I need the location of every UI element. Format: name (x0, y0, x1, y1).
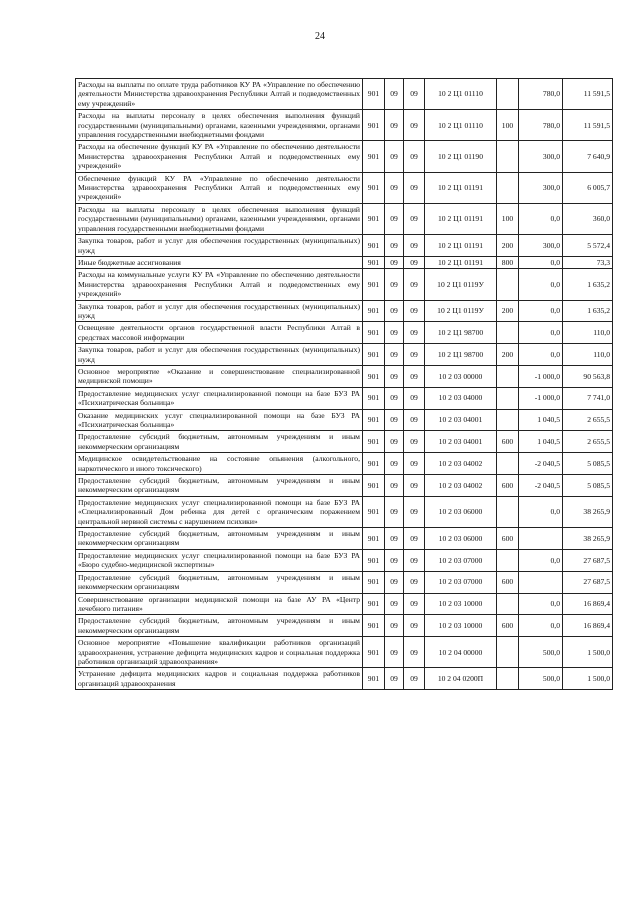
target-article-cell: 10 2 03 10000 (425, 615, 497, 637)
target-article-cell: 10 2 03 06000 (425, 528, 497, 550)
subsection-code-cell: 09 (404, 593, 425, 615)
target-article-cell: 10 2 03 06000 (425, 496, 497, 527)
target-article-cell: 10 2 Ц1 01191 (425, 235, 497, 257)
total-amount-cell: 5 085,5 (563, 475, 613, 497)
grbs-code-cell: 901 (363, 235, 385, 257)
expense-name-cell: Предоставление субсидий бюджетным, автономным учреждениям и иным некоммерческим организациям (76, 528, 363, 550)
total-amount-cell: 11 591,5 (563, 110, 613, 141)
expense-type-cell (497, 79, 519, 110)
change-amount-cell (519, 571, 563, 593)
table-row (76, 269, 613, 300)
table-row (76, 110, 613, 141)
table-row (76, 235, 613, 257)
total-amount-cell: 27 687,5 (563, 549, 613, 571)
expense-type-cell (497, 453, 519, 475)
subsection-code-cell: 09 (404, 637, 425, 668)
change-amount-cell (519, 528, 563, 550)
section-code-cell: 09 (385, 203, 404, 234)
expense-type-cell (497, 496, 519, 527)
change-amount-cell: 1 040,5 (519, 409, 563, 431)
change-amount-cell: -2 040,5 (519, 475, 563, 497)
change-amount-cell: 0,0 (519, 269, 563, 300)
expense-type-cell: 800 (497, 256, 519, 268)
expense-name-cell: Расходы на обеспечение функций КУ РА «Управление по обеспечению деятельности Министерства здравоохранения Республики Алтай и подведомственных ему учреждений» (76, 141, 363, 172)
expense-type-cell: 200 (497, 300, 519, 322)
expense-name-cell: Закупка товаров, работ и услуг для обеспечения государственных (муниципальных) нужд (76, 344, 363, 366)
grbs-code-cell: 901 (363, 496, 385, 527)
target-article-cell: 10 2 03 04002 (425, 453, 497, 475)
section-code-cell: 09 (385, 172, 404, 203)
table-row (76, 637, 613, 668)
subsection-code-cell: 09 (404, 387, 425, 409)
change-amount-cell: 0,0 (519, 322, 563, 344)
expense-type-cell (497, 365, 519, 387)
expense-type-cell (497, 172, 519, 203)
subsection-code-cell: 09 (404, 571, 425, 593)
section-code-cell: 09 (385, 549, 404, 571)
subsection-code-cell: 09 (404, 668, 425, 690)
section-code-cell: 09 (385, 475, 404, 497)
change-amount-cell: 500,0 (519, 668, 563, 690)
total-amount-cell: 110,0 (563, 344, 613, 366)
change-amount-cell: 0,0 (519, 593, 563, 615)
grbs-code-cell: 901 (363, 110, 385, 141)
expense-name-cell: Предоставление медицинских услуг специализированной помощи на базе БУЗ РА «Специализированный Дом ребенка для детей с органическим поражением центральной нервной системы с нарушением психики» (76, 496, 363, 527)
expense-name-cell: Расходы на выплаты персоналу в целях обеспечения выполнения функций государственными (муниципальными) органами, казенными учреждениями, органами управления государственными внебюджетными фондами (76, 203, 363, 234)
total-amount-cell: 1 500,0 (563, 637, 613, 668)
section-code-cell: 09 (385, 141, 404, 172)
table-row (76, 668, 613, 690)
subsection-code-cell: 09 (404, 235, 425, 257)
subsection-code-cell: 09 (404, 475, 425, 497)
grbs-code-cell: 901 (363, 453, 385, 475)
subsection-code-cell: 09 (404, 453, 425, 475)
section-code-cell: 09 (385, 365, 404, 387)
subsection-code-cell: 09 (404, 344, 425, 366)
total-amount-cell: 1 635,2 (563, 300, 613, 322)
total-amount-cell: 1 635,2 (563, 269, 613, 300)
section-code-cell: 09 (385, 668, 404, 690)
grbs-code-cell: 901 (363, 615, 385, 637)
grbs-code-cell: 901 (363, 571, 385, 593)
budget-table-body (76, 79, 613, 690)
target-article-cell: 10 2 Ц1 01191 (425, 172, 497, 203)
grbs-code-cell: 901 (363, 256, 385, 268)
total-amount-cell: 90 563,8 (563, 365, 613, 387)
target-article-cell: 10 2 03 10000 (425, 593, 497, 615)
expense-type-cell: 200 (497, 235, 519, 257)
table-row (76, 365, 613, 387)
target-article-cell: 10 2 03 04002 (425, 475, 497, 497)
subsection-code-cell: 09 (404, 79, 425, 110)
expense-name-cell: Обеспечение функций КУ РА «Управление по обеспечению деятельности Министерства здравоохранения Республики Алтай и подведомственных ему учреждений» (76, 172, 363, 203)
target-article-cell: 10 2 Ц1 98700 (425, 322, 497, 344)
section-code-cell: 09 (385, 300, 404, 322)
expense-type-cell: 200 (497, 344, 519, 366)
expense-name-cell: Закупка товаров, работ и услуг для обеспечения государственных (муниципальных) нужд (76, 300, 363, 322)
expense-name-cell: Совершенствование организации медицинской помощи на базе АУ РА «Центр лечебного питания» (76, 593, 363, 615)
grbs-code-cell: 901 (363, 409, 385, 431)
change-amount-cell: -2 040,5 (519, 453, 563, 475)
table-row (76, 593, 613, 615)
section-code-cell: 09 (385, 344, 404, 366)
target-article-cell: 10 2 04 00000 (425, 637, 497, 668)
expense-name-cell: Расходы на коммунальные услуги КУ РА «Управление по обеспечению деятельности Министерства здравоохранения Республики Алтай и подведомственных ему учреждений» (76, 269, 363, 300)
grbs-code-cell: 901 (363, 431, 385, 453)
target-article-cell: 10 2 Ц1 01110 (425, 79, 497, 110)
grbs-code-cell: 901 (363, 141, 385, 172)
total-amount-cell: 7 640,9 (563, 141, 613, 172)
subsection-code-cell: 09 (404, 256, 425, 268)
table-row (76, 322, 613, 344)
table-row (76, 475, 613, 497)
expense-name-cell: Предоставление медицинских услуг специализированной помощи на базе БУЗ РА «Бюро судебно-медицинской экспертизы» (76, 549, 363, 571)
table-row (76, 172, 613, 203)
total-amount-cell: 11 591,5 (563, 79, 613, 110)
total-amount-cell: 5 085,5 (563, 453, 613, 475)
expense-type-cell (497, 269, 519, 300)
total-amount-cell: 110,0 (563, 322, 613, 344)
grbs-code-cell: 901 (363, 549, 385, 571)
total-amount-cell: 38 265,9 (563, 528, 613, 550)
target-article-cell: 10 2 Ц1 01190 (425, 141, 497, 172)
expense-type-cell: 600 (497, 475, 519, 497)
expense-type-cell: 600 (497, 431, 519, 453)
change-amount-cell: 0,0 (519, 344, 563, 366)
section-code-cell: 09 (385, 110, 404, 141)
expense-type-cell (497, 387, 519, 409)
total-amount-cell: 38 265,9 (563, 496, 613, 527)
table-row (76, 528, 613, 550)
target-article-cell: 10 2 Ц1 01191 (425, 256, 497, 268)
subsection-code-cell: 09 (404, 322, 425, 344)
expense-name-cell: Предоставление субсидий бюджетным, автономным учреждениям и иным некоммерческим организациям (76, 475, 363, 497)
target-article-cell: 10 2 Ц1 0119У (425, 269, 497, 300)
expense-type-cell (497, 593, 519, 615)
table-row (76, 549, 613, 571)
target-article-cell: 10 2 03 00000 (425, 365, 497, 387)
total-amount-cell: 7 741,0 (563, 387, 613, 409)
section-code-cell: 09 (385, 453, 404, 475)
expense-type-cell (497, 549, 519, 571)
expense-name-cell: Расходы на выплаты по оплате труда работников КУ РА «Управление по обеспечению деятельности Министерства здравоохранения Республики Алтай и подведомственных ему учреждений» (76, 79, 363, 110)
table-row (76, 496, 613, 527)
subsection-code-cell: 09 (404, 203, 425, 234)
target-article-cell: 10 2 Ц1 98700 (425, 344, 497, 366)
table-row (76, 571, 613, 593)
expense-name-cell: Иные бюджетные ассигнования (76, 256, 363, 268)
grbs-code-cell: 901 (363, 387, 385, 409)
total-amount-cell: 2 655,5 (563, 431, 613, 453)
grbs-code-cell: 901 (363, 322, 385, 344)
target-article-cell: 10 2 03 07000 (425, 571, 497, 593)
change-amount-cell: 0,0 (519, 549, 563, 571)
budget-table (75, 78, 613, 690)
target-article-cell: 10 2 03 04001 (425, 431, 497, 453)
grbs-code-cell: 901 (363, 79, 385, 110)
grbs-code-cell: 901 (363, 172, 385, 203)
subsection-code-cell: 09 (404, 615, 425, 637)
section-code-cell: 09 (385, 322, 404, 344)
target-article-cell: 10 2 Ц1 0119У (425, 300, 497, 322)
change-amount-cell: 0,0 (519, 256, 563, 268)
change-amount-cell: 500,0 (519, 637, 563, 668)
change-amount-cell: 300,0 (519, 172, 563, 203)
table-row (76, 344, 613, 366)
change-amount-cell: 0,0 (519, 615, 563, 637)
section-code-cell: 09 (385, 235, 404, 257)
expense-name-cell: Медицинское освидетельствование на состояние опьянения (алкогольного, наркотического и иного токсического) (76, 453, 363, 475)
table-row (76, 387, 613, 409)
target-article-cell: 10 2 03 04000 (425, 387, 497, 409)
change-amount-cell: 300,0 (519, 235, 563, 257)
grbs-code-cell: 901 (363, 475, 385, 497)
subsection-code-cell: 09 (404, 172, 425, 203)
subsection-code-cell: 09 (404, 431, 425, 453)
total-amount-cell: 1 500,0 (563, 668, 613, 690)
subsection-code-cell: 09 (404, 496, 425, 527)
change-amount-cell: 0,0 (519, 300, 563, 322)
subsection-code-cell: 09 (404, 409, 425, 431)
section-code-cell: 09 (385, 387, 404, 409)
expense-name-cell: Предоставление субсидий бюджетным, автономным учреждениям и иным некоммерческим организациям (76, 571, 363, 593)
target-article-cell: 10 2 04 0200П (425, 668, 497, 690)
expense-type-cell (497, 637, 519, 668)
section-code-cell: 09 (385, 528, 404, 550)
expense-type-cell (497, 409, 519, 431)
total-amount-cell: 6 005,7 (563, 172, 613, 203)
grbs-code-cell: 901 (363, 344, 385, 366)
subsection-code-cell: 09 (404, 549, 425, 571)
expense-name-cell: Оказание медицинских услуг специализированной помощи на базе БУЗ РА «Психиатрическая больница» (76, 409, 363, 431)
target-article-cell: 10 2 Ц1 01110 (425, 110, 497, 141)
grbs-code-cell: 901 (363, 593, 385, 615)
section-code-cell: 09 (385, 256, 404, 268)
table-row (76, 431, 613, 453)
total-amount-cell: 73,3 (563, 256, 613, 268)
table-row (76, 409, 613, 431)
expense-type-cell: 100 (497, 110, 519, 141)
subsection-code-cell: 09 (404, 365, 425, 387)
grbs-code-cell: 901 (363, 203, 385, 234)
total-amount-cell: 16 869,4 (563, 593, 613, 615)
expense-type-cell: 600 (497, 528, 519, 550)
section-code-cell: 09 (385, 496, 404, 527)
change-amount-cell: -1 000,0 (519, 387, 563, 409)
section-code-cell: 09 (385, 79, 404, 110)
change-amount-cell: 780,0 (519, 110, 563, 141)
total-amount-cell: 360,0 (563, 203, 613, 234)
section-code-cell: 09 (385, 431, 404, 453)
expense-type-cell: 100 (497, 203, 519, 234)
change-amount-cell: 1 040,5 (519, 431, 563, 453)
expense-name-cell: Основное мероприятие «Повышение квалификации работников организаций здравоохранения, устранение дефицита медицинских кадров и социальная поддержка работников организаций здравоохранения» (76, 637, 363, 668)
table-row (76, 79, 613, 110)
target-article-cell: 10 2 03 04001 (425, 409, 497, 431)
section-code-cell: 09 (385, 269, 404, 300)
grbs-code-cell: 901 (363, 300, 385, 322)
subsection-code-cell: 09 (404, 110, 425, 141)
grbs-code-cell: 901 (363, 269, 385, 300)
subsection-code-cell: 09 (404, 300, 425, 322)
table-row (76, 141, 613, 172)
total-amount-cell: 2 655,5 (563, 409, 613, 431)
expense-type-cell (497, 322, 519, 344)
page-number: 24 (315, 31, 325, 42)
table-row (76, 300, 613, 322)
change-amount-cell: 0,0 (519, 496, 563, 527)
target-article-cell: 10 2 03 07000 (425, 549, 497, 571)
expense-type-cell (497, 668, 519, 690)
expense-name-cell: Предоставление субсидий бюджетным, автономным учреждениям и иным некоммерческим организациям (76, 615, 363, 637)
grbs-code-cell: 901 (363, 365, 385, 387)
section-code-cell: 09 (385, 593, 404, 615)
change-amount-cell: 300,0 (519, 141, 563, 172)
expense-name-cell: Закупка товаров, работ и услуг для обеспечения государственных (муниципальных) нужд (76, 235, 363, 257)
section-code-cell: 09 (385, 571, 404, 593)
change-amount-cell: 780,0 (519, 79, 563, 110)
grbs-code-cell: 901 (363, 528, 385, 550)
expense-name-cell: Устранение дефицита медицинских кадров и социальная поддержка работников организаций здравоохранения (76, 668, 363, 690)
change-amount-cell: 0,0 (519, 203, 563, 234)
subsection-code-cell: 09 (404, 528, 425, 550)
section-code-cell: 09 (385, 409, 404, 431)
table-row (76, 453, 613, 475)
total-amount-cell: 5 572,4 (563, 235, 613, 257)
table-row (76, 203, 613, 234)
grbs-code-cell: 901 (363, 637, 385, 668)
table-row (76, 256, 613, 268)
expense-name-cell: Основное мероприятие «Оказание и совершенствование специализированной медицинской помощи» (76, 365, 363, 387)
expense-name-cell: Предоставление медицинских услуг специализированной помощи на базе БУЗ РА «Психиатрическая больница» (76, 387, 363, 409)
target-article-cell: 10 2 Ц1 01191 (425, 203, 497, 234)
expense-name-cell: Предоставление субсидий бюджетным, автономным учреждениям и иным некоммерческим организациям (76, 431, 363, 453)
section-code-cell: 09 (385, 637, 404, 668)
subsection-code-cell: 09 (404, 141, 425, 172)
expense-name-cell: Расходы на выплаты персоналу в целях обеспечения выполнения функций государственными (муниципальными) органами, казенными учреждениями, органами управления государственными внебюджетными фондами (76, 110, 363, 141)
section-code-cell: 09 (385, 615, 404, 637)
table-row (76, 615, 613, 637)
expense-type-cell: 600 (497, 571, 519, 593)
grbs-code-cell: 901 (363, 668, 385, 690)
expense-type-cell: 600 (497, 615, 519, 637)
total-amount-cell: 16 869,4 (563, 615, 613, 637)
total-amount-cell: 27 687,5 (563, 571, 613, 593)
expense-type-cell (497, 141, 519, 172)
expense-name-cell: Освещение деятельности органов государственной власти Республики Алтай в средствах массовой информации (76, 322, 363, 344)
change-amount-cell: -1 000,0 (519, 365, 563, 387)
subsection-code-cell: 09 (404, 269, 425, 300)
